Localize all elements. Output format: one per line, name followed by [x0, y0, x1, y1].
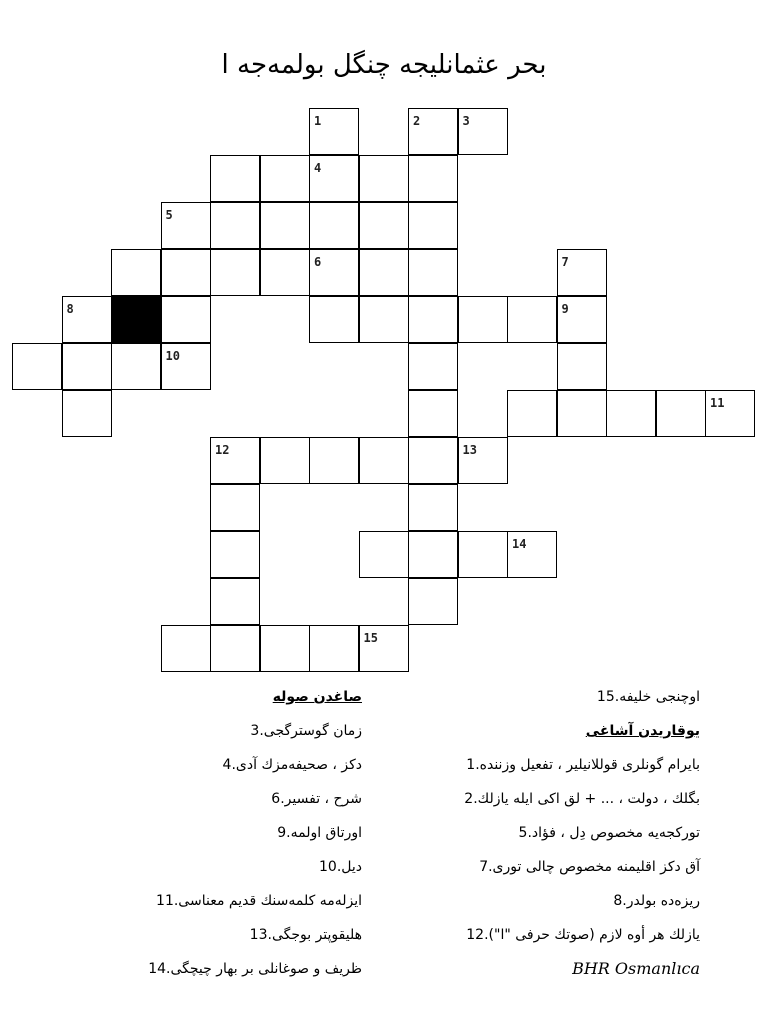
clue-number: 11: [710, 396, 725, 410]
clue-number: 4: [314, 161, 322, 175]
grid-cell[interactable]: [161, 249, 211, 296]
clue-down-1: بايرام گونلرى قوللانيلير ، تفعيل وزننده.1: [466, 757, 700, 773]
grid-cell[interactable]: [705, 390, 755, 437]
grid-cell[interactable]: [408, 484, 458, 531]
clue-number: 14: [512, 537, 527, 551]
clue-across-9: اورتاق اولمه.9: [277, 825, 362, 841]
clue-down-8: ريزه‌ده بولدر.8: [613, 893, 700, 909]
grid-cell[interactable]: [557, 296, 607, 343]
grid-cell[interactable]: [309, 108, 359, 155]
down-heading: يوقاريدن آشاغى: [585, 723, 700, 739]
grid-cell[interactable]: [111, 249, 161, 296]
grid-cell[interactable]: [359, 202, 409, 249]
grid-cell[interactable]: [557, 390, 607, 437]
grid-cell[interactable]: [111, 343, 161, 390]
grid-cell[interactable]: [260, 625, 310, 672]
clue-down-5: توركجه‌يه مخصوص دِل ، فؤاد.5: [518, 825, 700, 841]
across-clues: [140, 686, 362, 992]
clue-across-6: شرح ، تفسير.6: [271, 791, 362, 807]
clue-number: 12: [215, 443, 230, 457]
clue-number: 6: [314, 255, 322, 269]
grid-cell[interactable]: [161, 202, 211, 249]
clue-down-7: آق دكز اقليمنه مخصوص چالى تورى.7: [479, 859, 700, 875]
grid-cell[interactable]: [210, 249, 260, 296]
grid-cell[interactable]: [62, 343, 112, 390]
grid-cell[interactable]: [606, 390, 656, 437]
clue-number: 3: [462, 114, 470, 128]
grid-cell[interactable]: [408, 296, 458, 343]
clue-across-4: دکز ، صحيفه‌مزك آدى.4: [222, 757, 362, 773]
clue-down-12: يازلك هر أوه لازم (صوتك حرفى "ا").12: [466, 927, 700, 943]
grid-cell[interactable]: [210, 531, 260, 578]
clue-across-3: زمان گوسترگجی.3: [250, 723, 362, 739]
clue-number: 8: [66, 302, 74, 316]
grid-cell[interactable]: [62, 390, 112, 437]
grid-cell[interactable]: [359, 531, 409, 578]
grid-cell[interactable]: [656, 390, 706, 437]
grid-cell[interactable]: [359, 296, 409, 343]
grid-cell[interactable]: [309, 296, 359, 343]
grid-cell[interactable]: [359, 249, 409, 296]
grid-cell[interactable]: [210, 155, 260, 202]
grid-cell[interactable]: [408, 249, 458, 296]
grid-cell[interactable]: [507, 531, 557, 578]
grid-cell[interactable]: [408, 437, 458, 484]
down-clues: [420, 686, 700, 992]
grid-cell[interactable]: [359, 625, 409, 672]
grid-cell[interactable]: [408, 202, 458, 249]
clue-number: 7: [561, 255, 569, 269]
grid-cell[interactable]: [408, 343, 458, 390]
grid-cell[interactable]: [408, 390, 458, 437]
grid-cell[interactable]: [359, 437, 409, 484]
grid-cell[interactable]: [62, 296, 112, 343]
across-heading: صاغدن صوله: [272, 689, 362, 705]
grid-cell[interactable]: [408, 578, 458, 625]
grid-cell[interactable]: [557, 249, 607, 296]
grid-cell[interactable]: [210, 484, 260, 531]
clue-number: 15: [363, 631, 378, 645]
grid-cell[interactable]: [458, 108, 508, 155]
clue-across-11: ايزله‌مه كلمه‌سنك قديم معناسى.11: [156, 893, 362, 909]
clue-number: 1: [314, 114, 322, 128]
grid-cell[interactable]: [359, 155, 409, 202]
grid-cell[interactable]: [408, 108, 458, 155]
puzzle-title: بحر عثمانليجه چنگل بولمه‌جه ا: [221, 50, 547, 80]
grid-cell[interactable]: [210, 437, 260, 484]
clue-number: 10: [165, 349, 180, 363]
grid-cell[interactable]: [309, 202, 359, 249]
black-cell: [111, 296, 161, 343]
clue-number: 9: [561, 302, 569, 316]
grid-cell[interactable]: [408, 531, 458, 578]
grid-cell[interactable]: [309, 625, 359, 672]
grid-cell[interactable]: [260, 155, 310, 202]
grid-cell[interactable]: [458, 531, 508, 578]
grid-cell[interactable]: [507, 296, 557, 343]
clue-down-2: بگلك ، دولت ، ... + لق اكى ايله يازلك.2: [464, 791, 700, 807]
grid-cell[interactable]: [161, 296, 211, 343]
grid-cell[interactable]: [260, 437, 310, 484]
clue-number: 2: [413, 114, 421, 128]
clue-across-10: ديل.10: [318, 859, 362, 875]
grid-cell[interactable]: [557, 343, 607, 390]
grid-cell[interactable]: [309, 155, 359, 202]
grid-cell[interactable]: [12, 343, 62, 390]
grid-cell[interactable]: [507, 390, 557, 437]
grid-cell[interactable]: [309, 437, 359, 484]
clue-across-14: ظريف و صوغانلى بر بهار چيچگى.14: [148, 961, 362, 977]
clue-number: 5: [165, 208, 173, 222]
grid-cell[interactable]: [161, 625, 211, 672]
grid-cell[interactable]: [309, 249, 359, 296]
clue-number: 13: [462, 443, 477, 457]
grid-cell[interactable]: [260, 249, 310, 296]
clue-across-15: اوچنجی خليفه.15: [596, 689, 700, 705]
grid-cell[interactable]: [458, 437, 508, 484]
grid-cell[interactable]: [210, 202, 260, 249]
grid-cell[interactable]: [210, 578, 260, 625]
grid-cell[interactable]: [210, 625, 260, 672]
credit-text: BHR Osmanlıca: [572, 959, 700, 978]
grid-cell[interactable]: [408, 155, 458, 202]
clue-across-13: هليقوپتر بوجگى.13: [249, 927, 362, 943]
grid-cell[interactable]: [260, 202, 310, 249]
grid-cell[interactable]: [161, 343, 211, 390]
grid-cell[interactable]: [458, 296, 508, 343]
